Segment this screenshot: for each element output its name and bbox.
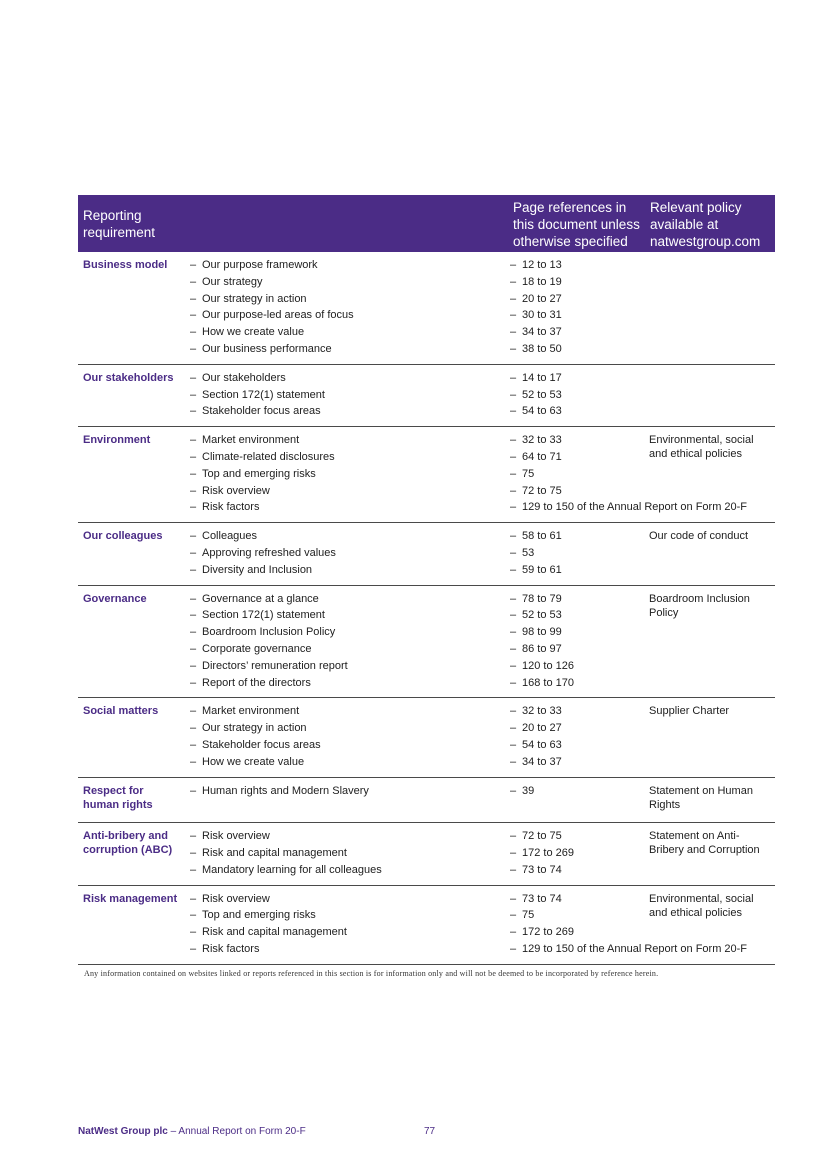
page-reference: 54 to 63 <box>522 738 562 751</box>
dash-bullet: – <box>510 926 517 939</box>
page-reference-cell <box>510 307 770 324</box>
item-text-cell <box>190 845 510 862</box>
item-text-cell <box>190 483 510 500</box>
item-text: Human rights and Modern Slavery <box>202 784 369 797</box>
dash-bullet: – <box>510 659 517 672</box>
page-reference-cell <box>510 387 770 404</box>
item-text-cell <box>190 370 510 387</box>
page-reference-cell <box>510 483 770 500</box>
dash-bullet: – <box>190 388 197 401</box>
dash-bullet: – <box>190 326 197 339</box>
item-text: Report of the directors <box>202 676 311 689</box>
item-text-cell <box>190 720 510 737</box>
page-reference: 120 to 126 <box>522 659 574 672</box>
dash-bullet: – <box>510 450 517 463</box>
dash-bullet: – <box>510 592 517 605</box>
dash-bullet: – <box>190 609 197 622</box>
table-row <box>78 586 775 699</box>
dash-bullet: – <box>190 942 197 955</box>
dash-bullet: – <box>190 546 197 559</box>
header-relevant-policy: Relevant policy available at natwestgroup.com <box>650 200 761 249</box>
item-text-cell <box>190 658 510 675</box>
dash-bullet: – <box>190 530 197 543</box>
page-reference: 34 to 37 <box>522 326 562 339</box>
item-text: Section 172(1) statement <box>202 388 325 401</box>
footer <box>78 1126 306 1137</box>
page-reference-cell <box>510 370 770 387</box>
page-reference-cell <box>510 924 770 941</box>
page-reference-cell <box>510 499 770 516</box>
dash-bullet: – <box>510 722 517 735</box>
reporting-table <box>78 195 775 965</box>
dash-bullet: – <box>190 292 197 305</box>
item-text-cell <box>190 607 510 624</box>
item-text: Our stakeholders <box>202 371 286 384</box>
item-text-cell <box>190 403 510 420</box>
item-text-cell <box>190 432 510 449</box>
item-text-cell <box>190 466 510 483</box>
dash-bullet: – <box>510 405 517 418</box>
item-text: How we create value <box>202 755 305 768</box>
item-text-cell <box>190 324 510 341</box>
relevant-policy: Environmental, social and ethical policies <box>649 892 754 919</box>
page-reference: 34 to 37 <box>522 755 562 768</box>
list-item <box>78 754 775 771</box>
list-item <box>78 624 775 641</box>
page-reference: 86 to 97 <box>522 642 562 655</box>
page-reference: 75 <box>522 909 535 922</box>
dash-bullet: – <box>510 309 517 322</box>
dash-bullet: – <box>510 546 517 559</box>
dash-bullet: – <box>510 467 517 480</box>
dash-bullet: – <box>510 892 517 905</box>
item-text: Our purpose framework <box>202 259 318 271</box>
reporting-requirement: Respect for human rights <box>83 784 153 811</box>
page-reference: 20 to 27 <box>522 292 562 305</box>
header-page-references: Page references in this document unless otherwise specified <box>513 200 640 249</box>
dash-bullet: – <box>510 705 517 718</box>
item-text: Our strategy <box>202 275 263 288</box>
item-text: Our strategy in action <box>202 292 307 305</box>
dash-bullet: – <box>190 705 197 718</box>
page-reference: 20 to 27 <box>522 722 562 735</box>
dash-bullet: – <box>190 892 197 905</box>
page-number: 77 <box>424 1126 436 1137</box>
list-item <box>78 387 775 404</box>
list-item <box>78 545 775 562</box>
reporting-requirement: Governance <box>83 592 147 605</box>
page-reference: 14 to 17 <box>522 371 562 384</box>
item-text: Section 172(1) statement <box>202 609 325 622</box>
item-text: Diversity and Inclusion <box>202 563 313 576</box>
item-text: How we create value <box>202 326 305 339</box>
list-item <box>78 658 775 675</box>
dash-bullet: – <box>510 275 517 288</box>
page-reference: 73 to 74 <box>522 863 562 876</box>
page-reference: 32 to 33 <box>522 705 562 718</box>
item-text: Risk and capital management <box>202 926 347 939</box>
list-item <box>78 466 775 483</box>
page-reference-cell <box>510 562 770 579</box>
dash-bullet: – <box>190 626 197 639</box>
dash-bullet: – <box>190 592 197 605</box>
dash-bullet: – <box>510 755 517 768</box>
reporting-requirement: Environment <box>83 434 151 447</box>
table-header <box>78 195 775 252</box>
item-text-cell <box>190 891 510 908</box>
reporting-requirement: Business model <box>83 259 168 271</box>
page-reference-cell <box>510 324 770 341</box>
dash-bullet: – <box>510 784 517 797</box>
table-row <box>78 427 775 523</box>
list-item <box>78 324 775 341</box>
item-text-cell <box>190 862 510 879</box>
item-text: Market environment <box>202 705 300 718</box>
dash-bullet: – <box>510 292 517 305</box>
list-item <box>78 862 775 879</box>
table-row <box>78 778 775 824</box>
dash-bullet: – <box>190 259 197 271</box>
dash-bullet: – <box>190 659 197 672</box>
page-reference: 129 to 150 of the Annual Report on Form 20-F <box>522 942 748 955</box>
list-item <box>78 675 775 692</box>
list-item <box>78 924 775 941</box>
page-reference-cell <box>510 941 770 958</box>
list-item <box>78 274 775 291</box>
page-reference: 52 to 53 <box>522 388 562 401</box>
item-text-cell <box>190 737 510 754</box>
list-item <box>78 291 775 308</box>
page-reference: 39 <box>522 784 535 797</box>
table-row <box>78 252 775 365</box>
dash-bullet: – <box>190 484 197 497</box>
table-row <box>78 886 775 965</box>
item-text: Stakeholder focus areas <box>202 405 321 418</box>
dash-bullet: – <box>190 784 197 797</box>
page-reference-cell <box>510 675 770 692</box>
item-text: Directors’ remuneration report <box>202 659 348 672</box>
reporting-requirement: Our colleagues <box>83 530 163 543</box>
page-reference: 59 to 61 <box>522 563 562 576</box>
relevant-policy: Environmental, social and ethical policies <box>649 434 754 461</box>
table-row <box>78 365 775 427</box>
item-text-cell <box>190 499 510 516</box>
dash-bullet: – <box>190 863 197 876</box>
dash-bullet: – <box>510 342 517 355</box>
dash-bullet: – <box>190 405 197 418</box>
reporting-requirement: Anti-bribery and corruption (ABC) <box>83 830 173 857</box>
item-text-cell <box>190 907 510 924</box>
dash-bullet: – <box>510 863 517 876</box>
item-text: Risk factors <box>202 501 260 514</box>
page-reference: 172 to 269 <box>522 926 574 939</box>
dash-bullet: – <box>510 371 517 384</box>
item-text: Our business performance <box>202 342 332 355</box>
list-item <box>78 737 775 754</box>
page-reference: 32 to 33 <box>522 434 562 447</box>
item-text-cell <box>190 703 510 720</box>
page-reference: 73 to 74 <box>522 892 562 905</box>
dash-bullet: – <box>190 676 197 689</box>
item-text-cell <box>190 924 510 941</box>
page-reference: 18 to 19 <box>522 275 562 288</box>
page-reference: 12 to 13 <box>522 259 562 271</box>
item-text: Top and emerging risks <box>202 909 316 922</box>
dash-bullet: – <box>190 738 197 751</box>
dash-bullet: – <box>510 738 517 751</box>
dash-bullet: – <box>190 309 197 322</box>
list-item <box>78 941 775 958</box>
dash-bullet: – <box>510 830 517 843</box>
item-text-cell <box>190 307 510 324</box>
page-reference-cell <box>510 720 770 737</box>
item-text-cell <box>190 562 510 579</box>
dash-bullet: – <box>510 530 517 543</box>
item-text: Top and emerging risks <box>202 467 316 480</box>
page-reference: 58 to 61 <box>522 530 562 543</box>
list-item <box>78 341 775 358</box>
dash-bullet: – <box>510 676 517 689</box>
item-text: Our strategy in action <box>202 722 307 735</box>
dash-bullet: – <box>510 501 517 514</box>
list-item <box>78 257 775 274</box>
page-reference-cell <box>510 862 770 879</box>
footer-company: NatWest Group plc <box>78 1126 168 1137</box>
item-text: Stakeholder focus areas <box>202 738 321 751</box>
table-row <box>78 523 775 585</box>
item-text-cell <box>190 545 510 562</box>
relevant-policy: Statement on Human Rights <box>649 784 753 811</box>
item-text-cell <box>190 449 510 466</box>
page-reference: 38 to 50 <box>522 342 562 355</box>
item-text: Market environment <box>202 434 300 447</box>
dash-bullet: – <box>510 642 517 655</box>
page-reference-cell <box>510 737 770 754</box>
item-text-cell <box>190 828 510 845</box>
page-reference: 168 to 170 <box>522 676 574 689</box>
relevant-policy: Statement on Anti-Bribery and Corruption <box>649 830 760 857</box>
item-text: Risk factors <box>202 942 260 955</box>
page-reference: 52 to 53 <box>522 609 562 622</box>
dash-bullet: – <box>190 909 197 922</box>
list-item <box>78 641 775 658</box>
header-reporting-requirement: Reporting requirement <box>83 208 156 240</box>
dash-bullet: – <box>190 642 197 655</box>
item-text-cell <box>190 783 510 800</box>
dash-bullet: – <box>190 371 197 384</box>
page-reference-cell <box>510 658 770 675</box>
item-text-cell <box>190 591 510 608</box>
dash-bullet: – <box>190 501 197 514</box>
page-reference: 72 to 75 <box>522 484 562 497</box>
relevant-policy: Boardroom Inclusion Policy <box>649 592 750 619</box>
table-row <box>78 823 775 885</box>
list-item <box>78 307 775 324</box>
dash-bullet: – <box>510 942 517 955</box>
dash-bullet: – <box>190 722 197 735</box>
relevant-policy: Supplier Charter <box>649 705 730 718</box>
page-reference: 64 to 71 <box>522 450 562 463</box>
dash-bullet: – <box>510 609 517 622</box>
list-item <box>78 403 775 420</box>
dash-bullet: – <box>190 342 197 355</box>
reporting-requirement: Social matters <box>83 705 159 718</box>
page-reference: 30 to 31 <box>522 309 562 322</box>
footnote: Any information contained on websites linked or reports referenced in this section is for information only and will not be deemed to be incorporated by reference herein. <box>84 969 659 978</box>
page-reference: 72 to 75 <box>522 830 562 843</box>
dash-bullet: – <box>510 259 517 271</box>
page-reference: 75 <box>522 467 535 480</box>
page-reference-cell <box>510 641 770 658</box>
item-text-cell <box>190 799 510 816</box>
item-text-cell <box>190 675 510 692</box>
dash-bullet: – <box>190 755 197 768</box>
item-text: Boardroom Inclusion Policy <box>202 626 336 639</box>
dash-bullet: – <box>510 434 517 447</box>
page-reference-cell <box>510 291 770 308</box>
relevant-policy: Our code of conduct <box>649 530 749 543</box>
table-row <box>78 698 775 777</box>
page-reference: 98 to 99 <box>522 626 562 639</box>
dash-bullet: – <box>510 909 517 922</box>
item-text-cell <box>190 257 510 274</box>
page-reference-cell <box>510 754 770 771</box>
item-text-cell <box>190 341 510 358</box>
page-reference: 129 to 150 of the Annual Report on Form 20-F <box>522 501 748 514</box>
item-text: Mandatory learning for all colleagues <box>202 863 382 876</box>
item-text-cell <box>190 387 510 404</box>
dash-bullet: – <box>190 467 197 480</box>
dash-bullet: – <box>510 388 517 401</box>
page-reference-cell <box>510 257 770 274</box>
dash-bullet: – <box>190 434 197 447</box>
page-reference: 53 <box>522 546 535 559</box>
footer-doc-title: – Annual Report on Form 20-F <box>167 1126 306 1137</box>
list-item <box>78 499 775 516</box>
item-text: Corporate governance <box>202 642 312 655</box>
dash-bullet: – <box>190 846 197 859</box>
dash-bullet: – <box>190 450 197 463</box>
list-item <box>78 370 775 387</box>
item-text: Colleagues <box>202 530 258 543</box>
item-text-cell <box>190 754 510 771</box>
item-text-cell <box>190 941 510 958</box>
reporting-requirement: Our stakeholders <box>83 371 174 384</box>
page-reference-cell <box>510 466 770 483</box>
list-item <box>78 562 775 579</box>
page-reference-cell <box>510 341 770 358</box>
item-text: Risk and capital management <box>202 846 347 859</box>
dash-bullet: – <box>510 326 517 339</box>
item-text: Risk overview <box>202 830 270 843</box>
item-text-cell <box>190 624 510 641</box>
list-item <box>78 483 775 500</box>
dash-bullet: – <box>190 830 197 843</box>
item-text-cell <box>190 291 510 308</box>
item-text-cell <box>190 641 510 658</box>
item-text-cell <box>190 274 510 291</box>
page-reference: 78 to 79 <box>522 592 562 605</box>
item-text-cell <box>190 528 510 545</box>
page-reference-cell <box>510 274 770 291</box>
list-item <box>78 720 775 737</box>
item-text: Approving refreshed values <box>202 546 336 559</box>
dash-bullet: – <box>190 926 197 939</box>
dash-bullet: – <box>510 563 517 576</box>
dash-bullet: – <box>510 484 517 497</box>
table-body <box>78 252 775 965</box>
item-text: Climate-related disclosures <box>202 450 335 463</box>
item-text: Risk overview <box>202 892 270 905</box>
page-reference: 54 to 63 <box>522 405 562 418</box>
dash-bullet: – <box>190 275 197 288</box>
item-text: Risk overview <box>202 484 270 497</box>
page-reference: 172 to 269 <box>522 846 574 859</box>
dash-bullet: – <box>510 626 517 639</box>
page-reference-cell <box>510 403 770 420</box>
dash-bullet: – <box>510 846 517 859</box>
page-reference-cell <box>510 624 770 641</box>
dash-bullet: – <box>190 563 197 576</box>
item-text: Our purpose-led areas of focus <box>202 309 354 322</box>
reporting-requirement: Risk management <box>83 892 178 905</box>
page-reference-cell <box>510 545 770 562</box>
item-text: Governance at a glance <box>202 592 319 605</box>
